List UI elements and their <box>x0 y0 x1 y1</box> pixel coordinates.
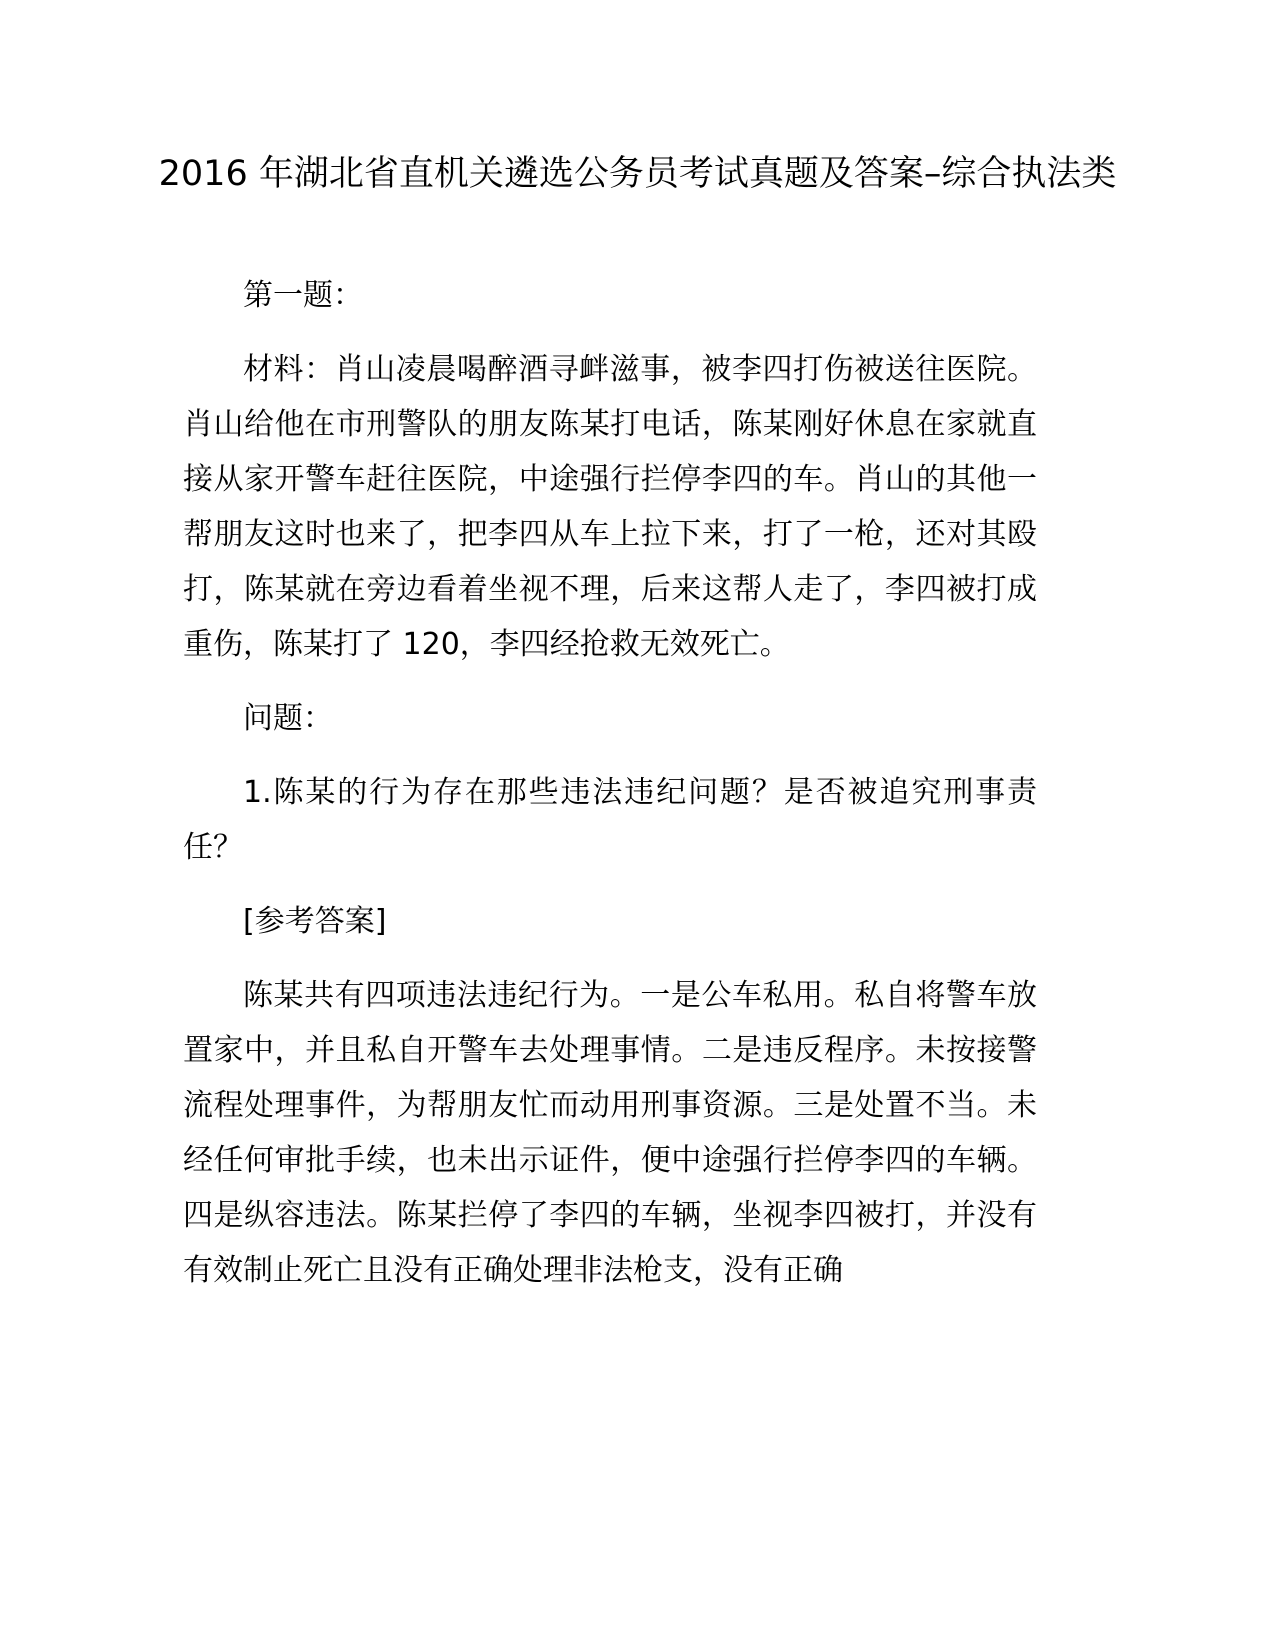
question-heading: 问题： <box>243 701 333 736</box>
document-body <box>183 268 1037 1317</box>
reference-answer-heading: [参考答案] <box>243 904 387 939</box>
answer-paragraph: 陈某共有四项违法违纪行为。一是公车私用。私自将警车放置家中，并且私自开警车去处理事情。二是违反程序。未按接警流程处理事件，为帮朋友忙而动用刑事资源。三是处置不当。未经任何审批手续，也未出示证件，便中途强行拦停李四的车辆。四是纵容违法。陈某拦停了李四的车辆，坐视李四被打，并没有有效制止死亡且没有正确处理非法枪支，没有正确 <box>183 978 1037 1288</box>
material-paragraph: 材料：肖山凌晨喝醉酒寻衅滋事，被李四打伤被送往医院。肖山给他在市刑警队的朋友陈某打电话，陈某刚好休息在家就直接从家开警车赶往医院，中途强行拦停李四的车。肖山的其他一帮朋友这时也来了，把李四从车上拉下来，打了一枪，还对其殴打，陈某就在旁边看着坐视不理，后来这帮人走了，李四被打成重伤，陈某打了 120，李四经抢救无效死亡。 <box>183 352 1037 662</box>
question-one-text: 1.陈某的行为存在那些违法违纪问题？是否被追究刑事责任？ <box>183 775 1037 865</box>
section-heading-question-one: 第一题： <box>243 278 363 313</box>
document-title: 2016 年湖北省直机关遴选公务员考试真题及答案–综合执法类 <box>158 154 1117 194</box>
